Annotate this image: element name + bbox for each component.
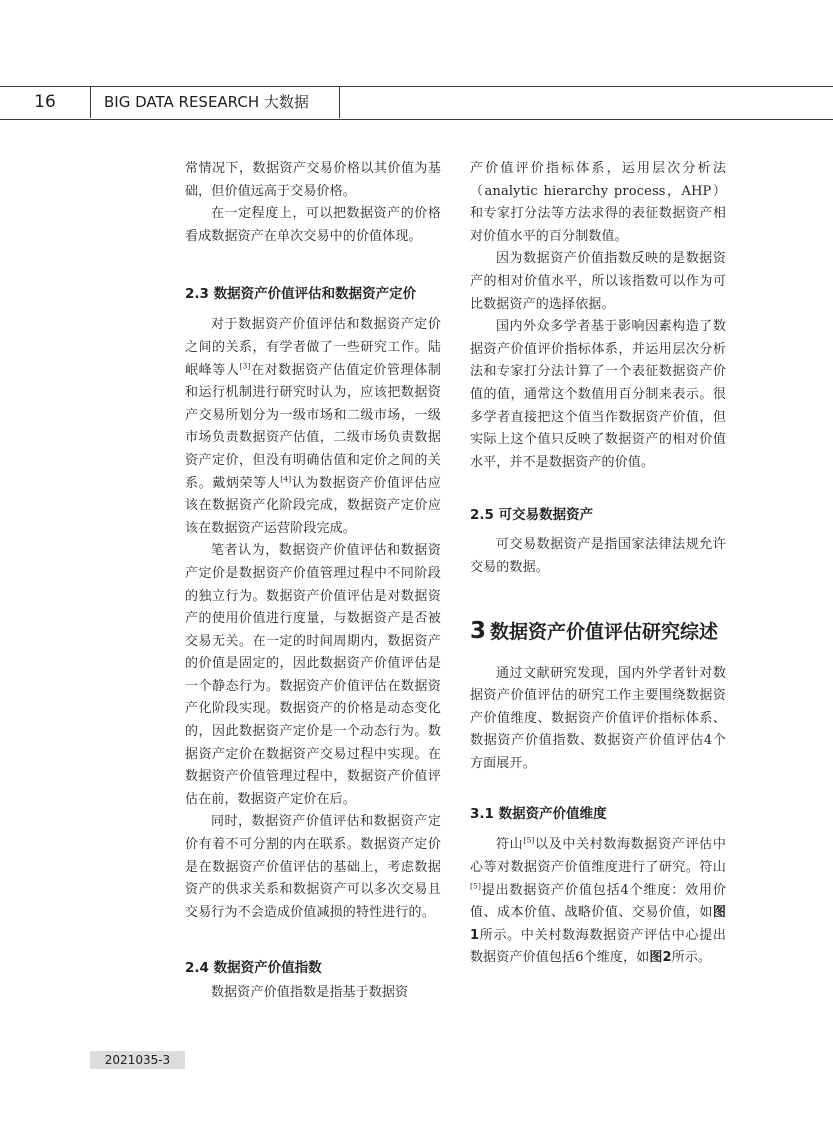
paragraph: 在一定程度上，可以把数据资产的价格看成数据资产在单次交易中的价值体现。 (185, 206, 441, 244)
paragraph: 产价值评价指标体系，运用层次分析法（analytic hierarchy process，AHP）和专家打分法等方法求得的表征数据资产相对价值水平的百分制数值。 (470, 161, 726, 244)
section-title: 数据资产价值评估研究综述 (490, 620, 719, 643)
paragraph: 数据资产价值指数是指基于数据资 (211, 985, 409, 1001)
paragraph: 通过文献研究发现，国内外学者针对数据资产价值评估的研究工作主要围绕数据资产价值维度、数据资产价值评价指标体系、数据资产价值指数、数据资产价值评估4个方面展开。 (470, 665, 726, 771)
paragraph: 同时，数据资产价值评估和数据资产定价有着不可分割的内在联系。数据资产定价是在数据资产价值评估的基础上，考虑数据资产的供求关系和数据资产可以多次交易且交易行为不会造成价值减损的特性进行的。 (185, 814, 441, 920)
section-heading-2-5: 2.5 可交易数据资产 (470, 507, 594, 524)
paragraph: 国内外众多学者基于影响因素构造了数据资产价值评价指标体系，并运用层次分析法和专家打分法计算了一个表征数据资产价值的值，通常这个数值用百分制来表示。很多学者直接把这个值当作数据资产价值，但实际上这个值只反映了数据资产的相对价值水平，并不是数据资产的价值。 (470, 319, 726, 470)
paragraph-text: 认为数据资产价值评估应该在数据资产化阶段完成，数据资产定价应该在数据资产运营阶段完成。 (185, 475, 441, 536)
paragraph: 可交易数据资产是指国家法律法规允许交易的数据。 (470, 537, 726, 575)
paragraph: 常情况下，数据资产交易价格以其价值为基础，但价值远高于交易价格。 (185, 161, 441, 199)
citation-ref: [3] (239, 361, 251, 371)
section-heading-2-4: 2.4 数据资产价值指数 (185, 960, 322, 977)
paragraph-text: 以及中关村数海数据资产评估中心等对数据资产价值维度进行了研究。符山 (470, 837, 726, 876)
paragraph: 笔者认为，数据资产价值评估和数据资产定价是数据资产价值管理过程中不同阶段的独立行为。数据资产价值评估是对数据资产的使用价值进行度量，与数据资产是否被交易无关。在一定的时间周期内，数据资产的价值是固定的，因此数据资产价值评估是一个静态行为。数据资产价值评估在数据资产化阶段实现。数据资产的价格是动态变化的，因此数据资产定价是一个动态行为。数据资产定价在数据资产交易过程中实现。在数据资产价值管理过程中，数据资产价值评估在前，数据资产定价在后。 (185, 543, 441, 807)
section-heading-3-1: 3.1 数据资产价值维度 (470, 806, 607, 823)
journal-title: BIG DATA RESEARCH 大数据 (90, 87, 340, 118)
running-header (0, 86, 833, 120)
paragraph-text: 符山 (496, 837, 524, 853)
paragraph-text: 所示。 (671, 950, 712, 966)
section-heading-3 (470, 618, 726, 645)
paragraph (185, 314, 441, 540)
figure-ref: 图1 (470, 905, 726, 943)
citation-ref: [5] (470, 881, 482, 891)
paragraph-text: 提出数据资产价值包括4个维度：效用价值、成本价值、战略价值、交易价值，如 (470, 882, 726, 921)
article-id-badge: 2021035-3 (90, 1051, 185, 1069)
paragraph (470, 834, 726, 970)
citation-ref: [5] (523, 836, 535, 846)
paragraph-text: 所示。中关村数海数据资产评估中心提出数据资产价值包括6个维度，如 (470, 927, 726, 966)
paragraph: 因为数据资产价值指数反映的是数据资产的相对价值水平，所以该指数可以作为可比数据资产的选择依据。 (470, 251, 726, 312)
right-column (470, 158, 726, 970)
section-heading-2-3: 2.3 数据资产价值评估和数据资产定价 (185, 286, 417, 303)
paragraph-text: 对于数据资产价值评估和数据资产定价之间的关系，有学者做了一些研究工作。陆岷峰等人 (185, 317, 441, 378)
left-column (185, 158, 441, 1005)
paragraph-text: 在对数据资产估值定价管理体制和运行机制进行研究时认为，应该把数据资产交易所划分为一级市场和二级市场，一级市场负责数据资产估值，二级市场负责数据资产定价，但没有明确估值和定价之间的关系。戴炳荣等人 (185, 362, 441, 491)
section-number: 3 (470, 617, 487, 644)
figure-ref: 图2 (649, 950, 672, 966)
page-number: 16 (0, 87, 91, 118)
citation-ref: [4] (280, 474, 292, 484)
